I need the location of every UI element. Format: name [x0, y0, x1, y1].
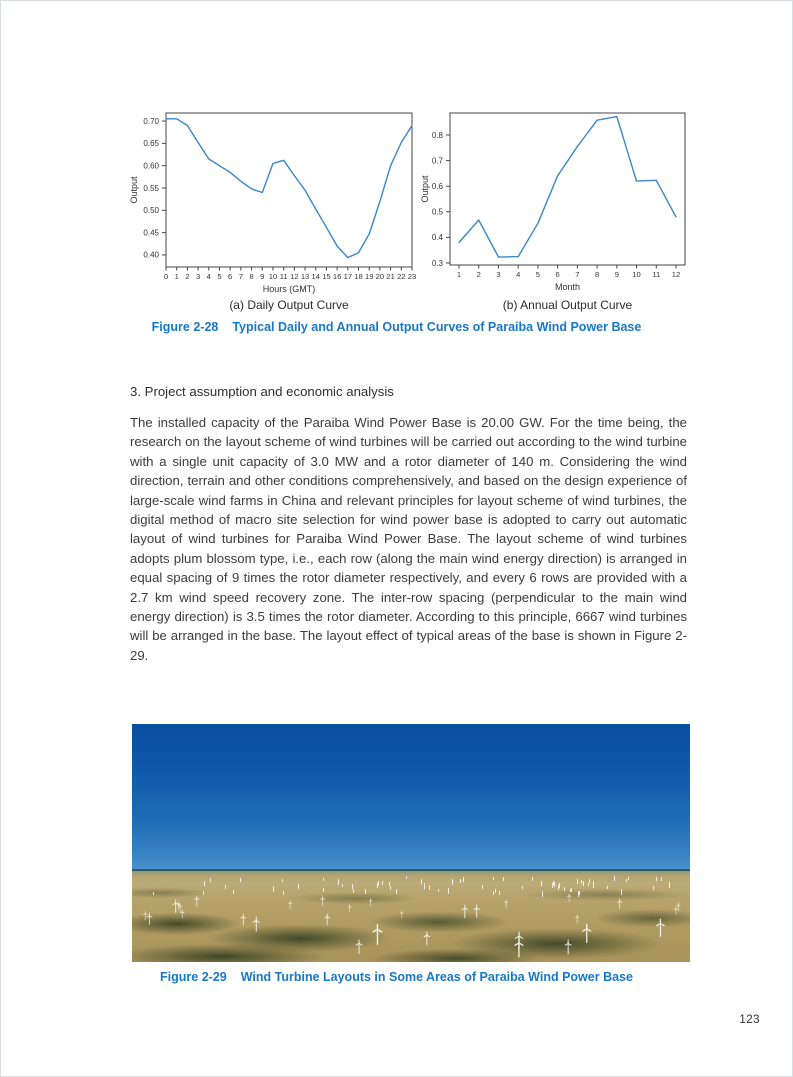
distant-wind-turbine: [204, 881, 205, 886]
distant-wind-turbine: [542, 891, 543, 897]
svg-text:0.7: 0.7: [431, 156, 443, 166]
distant-wind-turbine: [282, 879, 283, 883]
svg-text:13: 13: [300, 272, 310, 281]
subcaption-daily: (a) Daily Output Curve: [229, 298, 349, 312]
distant-wind-turbine: [298, 884, 299, 889]
distant-wind-turbine: [382, 881, 383, 886]
distant-wind-turbine: [607, 886, 608, 889]
distant-wind-turbine: [669, 882, 670, 888]
svg-text:10: 10: [268, 272, 278, 281]
wind-turbine: [171, 899, 180, 912]
distant-wind-turbine: [203, 891, 204, 895]
wind-turbine: [399, 910, 405, 918]
svg-text:7: 7: [575, 270, 580, 279]
svg-text:0.40: 0.40: [143, 250, 159, 260]
distant-wind-turbine: [626, 879, 627, 882]
svg-text:Output: Output: [129, 176, 139, 204]
figure-2-28-text: Typical Daily and Annual Output Curves of Paraiba Wind Power Base: [232, 320, 642, 334]
svg-text:9: 9: [260, 272, 265, 281]
distant-wind-turbine: [593, 881, 594, 885]
distant-wind-turbine: [495, 889, 496, 892]
distant-wind-turbine: [424, 883, 425, 889]
wind-turbine: [616, 898, 623, 909]
distant-wind-turbine: [661, 877, 662, 881]
page-number: 123: [739, 1014, 760, 1026]
subcaption-annual: (b) Annual Output Curve: [502, 298, 633, 312]
svg-text:1: 1: [174, 272, 179, 281]
figure-2-29-caption: [110, 970, 683, 984]
distant-wind-turbine: [493, 877, 494, 880]
wind-turbine: [287, 900, 293, 909]
wind-turbine: [654, 918, 667, 936]
figure-2-28-label: Figure 2-28: [151, 320, 219, 334]
svg-text:7: 7: [238, 272, 243, 281]
svg-text:6: 6: [228, 272, 233, 281]
svg-text:12: 12: [290, 272, 299, 281]
wind-turbine: [319, 895, 326, 906]
svg-text:0: 0: [163, 272, 169, 281]
svg-text:Output: Output: [420, 175, 430, 203]
svg-text:20: 20: [375, 272, 385, 281]
wind-turbine: [460, 904, 470, 918]
wind-turbine: [142, 911, 148, 920]
photo-ground: [132, 871, 690, 962]
distant-wind-turbine: [448, 888, 449, 894]
svg-text:0.55: 0.55: [143, 183, 159, 193]
wind-turbine: [580, 923, 594, 942]
distant-wind-turbine: [577, 879, 578, 884]
svg-text:0.8: 0.8: [431, 130, 443, 140]
svg-text:0.6: 0.6: [431, 181, 443, 191]
svg-text:18: 18: [354, 272, 363, 281]
distant-wind-turbine: [390, 886, 391, 890]
distant-wind-turbine: [589, 879, 590, 883]
wind-turbine: [347, 904, 352, 912]
distant-wind-turbine: [570, 889, 571, 892]
section-heading: 3. Project assumption and economic analysis: [130, 384, 394, 399]
svg-text:23: 23: [407, 272, 417, 281]
distant-wind-turbine: [240, 878, 241, 882]
distant-wind-turbine: [614, 876, 615, 880]
distant-wind-turbine: [273, 886, 274, 892]
distant-wind-turbine: [493, 891, 494, 896]
distant-wind-turbine: [233, 890, 234, 894]
svg-text:19: 19: [364, 272, 374, 281]
svg-text:0.60: 0.60: [143, 161, 159, 171]
distant-wind-turbine: [522, 886, 523, 890]
figure-2-29-text: Wind Turbine Layouts in Some Areas of Paraiba Wind Power Base: [240, 970, 633, 984]
wind-turbine: [193, 895, 201, 906]
svg-text:0.5: 0.5: [431, 207, 443, 217]
distant-wind-turbine: [482, 885, 483, 889]
wind-turbine: [513, 931, 525, 948]
svg-text:15: 15: [322, 272, 331, 281]
distant-wind-turbine: [153, 892, 154, 896]
figure-2-29-label: Figure 2-29: [160, 970, 227, 984]
distant-wind-turbine: [559, 883, 560, 888]
distant-wind-turbine: [323, 888, 324, 892]
distant-wind-turbine: [460, 879, 461, 883]
svg-text:0.4: 0.4: [431, 233, 443, 243]
distant-wind-turbine: [342, 884, 343, 887]
distant-wind-turbine: [583, 881, 584, 886]
svg-text:4: 4: [516, 270, 521, 279]
svg-text:0.45: 0.45: [143, 228, 159, 238]
distant-wind-turbine: [656, 877, 657, 881]
distant-wind-turbine: [554, 882, 555, 887]
distant-wind-turbine: [323, 878, 324, 882]
svg-text:17: 17: [343, 272, 353, 281]
wind-turbine: [368, 898, 373, 906]
distant-wind-turbine: [581, 880, 582, 885]
wind-turbine: [251, 916, 262, 931]
svg-text:6: 6: [555, 270, 560, 279]
distant-wind-turbine: [421, 879, 422, 884]
svg-text:0.3: 0.3: [431, 258, 443, 268]
daily-output-chart: [128, 100, 420, 305]
annual-output-chart: [420, 100, 698, 305]
distant-wind-turbine: [552, 883, 553, 888]
distant-wind-turbine: [578, 891, 579, 896]
distant-wind-turbine: [353, 889, 354, 894]
distant-wind-turbine: [406, 876, 407, 879]
distant-wind-turbine: [389, 882, 390, 886]
wind-turbine: [422, 931, 432, 945]
svg-text:Hours (GMT): Hours (GMT): [262, 284, 316, 294]
svg-text:11: 11: [652, 270, 661, 279]
svg-text:5: 5: [535, 270, 541, 279]
wind-turbine: [574, 914, 580, 923]
svg-text:9: 9: [614, 270, 619, 279]
figure-2-28-caption: [110, 320, 683, 334]
wind-turbine: [370, 923, 385, 944]
svg-text:10: 10: [632, 270, 641, 279]
svg-text:8: 8: [594, 270, 600, 279]
svg-text:0.65: 0.65: [143, 139, 159, 149]
distant-wind-turbine: [532, 877, 533, 881]
svg-text:14: 14: [311, 272, 320, 281]
distant-wind-turbine: [452, 880, 453, 885]
body-paragraph: The installed capacity of the Paraiba Wind Power Base is 20.00 GW. For the time being, the research on the layout scheme of wind turbines will be carried out according to the wind turbine with a single unit capacity of 3.0 MW and a rotor diameter of 140 m. Considering the wind direction, terrain and other conditions comprehensively, and based on the design experience of large-scale wind farms in China and relevant principles for layout scheme of wind turbines, the digital method of macro site selection for wind power base is adopted to carry out automatic layout of wind turbines for Paraiba Wind Power Base. The layout scheme of wind turbines adopts plum blossom type, i.e., each row (along the main wind energy direction) is arranged in equal spacing of 9 times the rotor diameter respectively, and every 6 rows are provided with a 2.7 km wind speed recovery zone. The inter-row spacing (perpendicular to the main wind energy direction) is 3.5 times the rotor diameter. According to this principle, 6667 wind turbines will be arranged in the base. The layout effect of typical areas of the base is shown in Figure 2-29.: [130, 415, 687, 663]
distant-wind-turbine: [499, 891, 500, 895]
distant-wind-turbine: [463, 877, 464, 882]
wind-turbine: [354, 939, 364, 953]
svg-text:12: 12: [671, 270, 681, 279]
distant-wind-turbine: [628, 877, 629, 880]
svg-text:21: 21: [386, 272, 395, 281]
distant-wind-turbine: [653, 886, 654, 890]
wind-turbine: [566, 893, 572, 902]
svg-text:2: 2: [185, 272, 190, 281]
distant-wind-turbine: [225, 885, 226, 889]
distant-wind-turbine: [377, 883, 378, 888]
svg-text:3: 3: [195, 272, 201, 281]
wind-turbine: [323, 913, 331, 925]
distant-wind-turbine: [283, 891, 284, 895]
svg-text:16: 16: [332, 272, 342, 281]
svg-text:3: 3: [496, 270, 501, 279]
distant-wind-turbine: [564, 887, 565, 891]
svg-text:0.70: 0.70: [143, 116, 159, 126]
wind-turbine: [563, 939, 573, 954]
wind-turbine: [239, 913, 248, 925]
distant-wind-turbine: [338, 879, 339, 885]
distant-wind-turbine: [621, 889, 622, 895]
svg-text:1: 1: [456, 270, 462, 279]
svg-text:11: 11: [279, 272, 288, 281]
photo-sky: [132, 724, 690, 871]
distant-wind-turbine: [541, 881, 542, 886]
svg-text:5: 5: [217, 272, 222, 281]
distant-wind-turbine: [429, 885, 430, 890]
wind-turbine: [472, 904, 481, 917]
svg-text:Month: Month: [554, 282, 581, 292]
wind-turbine: [673, 906, 679, 914]
wind-turbine: [503, 899, 509, 908]
svg-text:22: 22: [397, 272, 406, 281]
wind-farm-photo: [132, 724, 690, 962]
svg-text:8: 8: [249, 272, 254, 281]
distant-wind-turbine: [210, 878, 211, 881]
distant-wind-turbine: [365, 889, 366, 895]
distant-wind-turbine: [503, 877, 504, 882]
svg-text:4: 4: [206, 272, 211, 281]
distant-wind-turbine: [396, 889, 397, 894]
svg-text:2: 2: [476, 270, 481, 279]
distant-wind-turbine: [438, 889, 439, 892]
svg-text:0.50: 0.50: [143, 206, 159, 216]
